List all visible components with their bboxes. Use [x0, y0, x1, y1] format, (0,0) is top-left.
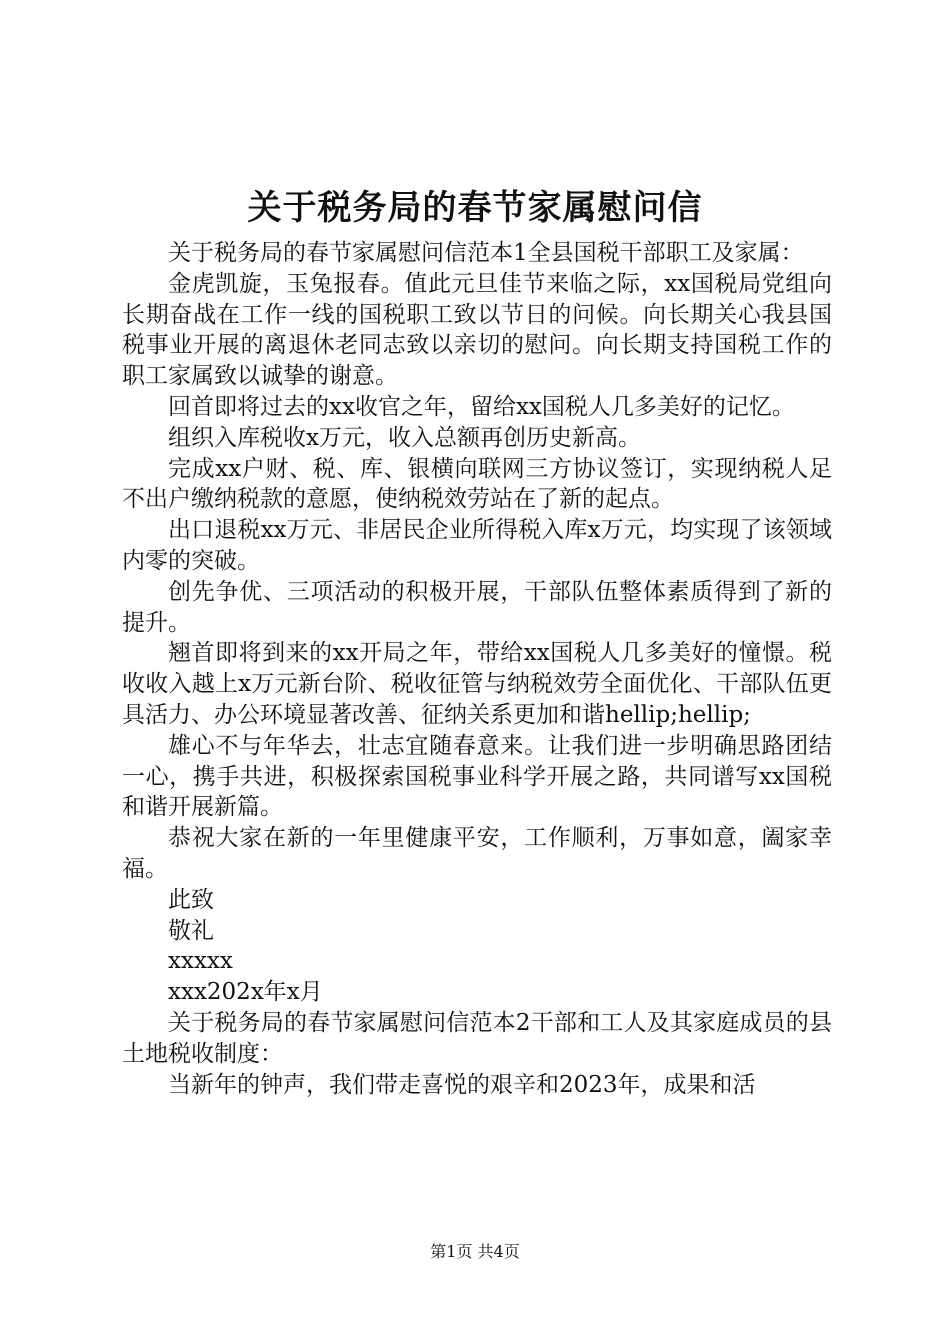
document-body — [122, 238, 832, 1100]
paragraph-sample2-opening: 当新年的钟声，我们带走喜悦的艰辛和2023年，成果和活 — [168, 1071, 756, 1098]
document-title: 关于税务局的春节家属慰问信 — [247, 188, 703, 228]
paragraph-ambition: 雄心不与年华去，壮志宜随春意来。让我们进一步明确思路团结一心，携手共进，积极探索国税事业科学开展之路，共同谱写xx国税和谐开展新篇。 — [122, 732, 832, 821]
paragraph-greeting: 金虎凯旋，玉兔报春。值此元旦佳节来临之际，xx国税局党组向长期奋战在工作一线的国税职工致以节日的问候。向长期关心我县国税事业开展的离退休老同志致以亲切的慰问。向长期支持国税工作的职工家属致以诚挚的谢意。 — [122, 270, 832, 390]
paragraph-activities: 创先争优、三项活动的积极开展，干部队伍整体素质得到了新的提升。 — [122, 578, 832, 636]
paragraph-export: 出口退税xx万元、非居民企业所得税入库x万元，均实现了该领域内零的突破。 — [122, 517, 832, 574]
closing-cizhi: 此致 — [168, 886, 214, 913]
closing-jingli: 敬礼 — [168, 917, 214, 944]
paragraph-network: 完成xx户财、税、库、银横向联网三方协议签订，实现纳税人足不出户缴纳税款的意愿，使纳税效劳站在了新的起点。 — [122, 455, 832, 513]
signature-name: xxxxx — [168, 948, 233, 975]
paragraph-salutation: 关于税务局的春节家属慰问信范本1全县国税干部职工及家属： — [168, 240, 804, 266]
paragraph-outlook: 翘首即将到来的xx开局之年，带给xx国税人几多美好的憧憬。税收收入越上x万元新台阶、税收征管与纳税效劳全面优化、干部队伍更具活力、办公环境显著改善、征纳关系更加和谐hellip;hellip; — [122, 640, 832, 728]
signature-date: xxx202x年x月 — [168, 979, 323, 1006]
paragraph-revenue: 组织入库税收x万元，收入总额再创历史新高。 — [168, 424, 641, 451]
paragraph-review: 回首即将过去的xx收官之年，留给xx国税人几多美好的记忆。 — [168, 393, 795, 420]
paragraph-wishes: 恭祝大家在新的一年里健康平安，工作顺利，万事如意，阖家幸福。 — [122, 825, 832, 882]
paragraph-sample2-salutation: 关于税务局的春节家属慰问信范本2干部和工人及其家庭成员的县土地税收制度： — [122, 1009, 832, 1067]
page-footer: 第1页 共4页 — [430, 1242, 520, 1261]
